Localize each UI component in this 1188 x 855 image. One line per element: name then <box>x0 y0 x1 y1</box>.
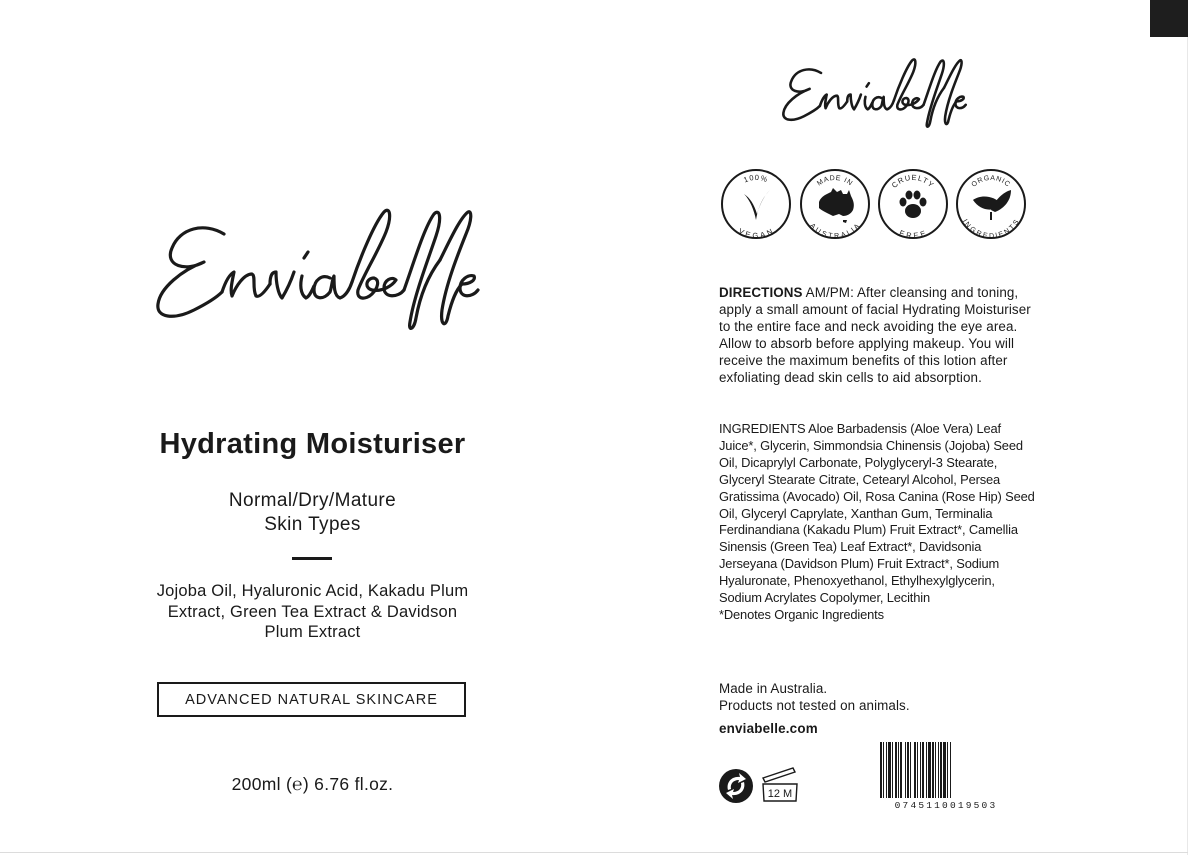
svg-text:100% <box>742 173 769 185</box>
divider <box>292 557 332 560</box>
barcode-bar <box>914 742 916 806</box>
brand-logo-small <box>780 53 968 131</box>
website: enviabelle.com <box>719 721 818 736</box>
ingredients-list: INGREDIENTS Aloe Barbadensis (Aloe Vera) Leaf Juice*, Glycerin, Simmondsia Chinensis (Jojoba) Seed Oil, Dicaprylyl Carbonate, Polyglyceryl-3 Stearate, Glyceryl Stearate Citrate, Cetearyl Alcohol, Persea Gratissima (Avocado) Oil, Rosa Canina (Rose Hip) Seed Oil, Glyceryl Caprylate, Xanthan Gum, Terminalia Ferdinandiana (Kakadu Plum) Fruit Extract*, Camellia Sinensis (Green Tea) Leaf Extract*, Davidsonia Jerseyana (Davidson Plum) Fruit Extract*, Sodium Hyaluronate, Phenoxyethanol, Ethylhexylglycerin, Sodium Acrylates Copolymer, Lecithin <box>719 421 1035 606</box>
barcode-bar <box>940 742 942 806</box>
corner-block <box>1150 0 1188 37</box>
barcode-bar <box>932 742 934 806</box>
barcode-bar <box>938 742 939 806</box>
organic-bottom-text: INGREDIENTS <box>960 218 1021 240</box>
barcode-bar <box>905 742 906 806</box>
pao-label: 12 M <box>767 788 793 800</box>
product-name: Hydrating Moisturiser <box>159 428 466 460</box>
barcode-bar <box>886 742 887 806</box>
barcode-bar <box>947 742 948 806</box>
svg-text:AUSTRALIA <box>808 222 861 240</box>
barcode-bar <box>920 742 921 806</box>
australia-bottom-text: AUSTRALIA <box>808 222 862 240</box>
barcode-bar <box>907 742 909 806</box>
barcode-bar <box>892 742 893 806</box>
barcode-bar <box>935 742 936 806</box>
barcode-number: 0745110019503 <box>894 800 998 811</box>
skin-types-line1: Normal/Dry/Mature <box>228 490 397 511</box>
barcode-bar <box>883 742 884 806</box>
barcode-bar <box>898 742 899 806</box>
barcode-bar <box>900 742 902 806</box>
cruelty-top-text: CRUELTY <box>889 172 937 190</box>
origin-info <box>719 680 1019 714</box>
svg-text:CRUELTY <box>890 173 936 190</box>
green-dot-recycle-icon <box>718 768 754 804</box>
bottom-border <box>0 852 1188 853</box>
svg-text:INGREDIENTS <box>961 218 1021 240</box>
open-jar-icon <box>759 766 801 804</box>
cruelty-bottom-text: FREE <box>898 228 928 240</box>
barcode-bar <box>950 742 951 806</box>
leaf-icon <box>955 168 1027 240</box>
ingredients-note: *Denotes Organic Ingredients <box>719 606 884 622</box>
organic-top-text: ORGANIC <box>970 174 1012 189</box>
skin-types-line2: Skin Types <box>264 514 361 535</box>
volume: 200ml (℮) 6.76 fl.oz. <box>231 774 394 794</box>
ingredients <box>719 421 1039 624</box>
svg-text:MADE IN <box>816 175 854 188</box>
barcode-bar <box>910 742 911 806</box>
directions <box>719 285 1034 386</box>
brand-logo-large <box>152 200 482 335</box>
svg-text:ORGANIC <box>971 175 1012 189</box>
tagline-box <box>157 682 466 717</box>
australia-map-icon <box>799 168 871 240</box>
directions-text: AM/PM: After cleansing and toning, apply a small amount of facial Hydrating Moisturiser to the entire face and neck avoiding the eye area. Allow to absorb before applying makeup. You will receive the maximum benefits of this lotion after exfoliating dead skin cells to aid absorption. <box>719 285 1031 385</box>
vegan-bottom-text: VEGAN <box>736 226 776 240</box>
directions-heading: DIRECTIONS <box>719 285 803 300</box>
barcode-bar <box>880 742 882 806</box>
key-ingredients: Jojoba Oil, Hyaluronic Acid, Kakadu Plum Extract, Green Tea Extract & Davidson Plum Extract <box>156 582 469 641</box>
barcode-bar <box>917 742 918 806</box>
skin-types <box>110 489 515 537</box>
barcode-bar <box>888 742 891 806</box>
barcode-bar <box>922 742 924 806</box>
australia-top-text: MADE IN <box>816 174 854 188</box>
barcode-bar <box>926 742 927 806</box>
paw-icon <box>877 168 949 240</box>
made-in: Made in Australia. <box>719 681 828 696</box>
svg-text:VEGAN <box>737 226 775 240</box>
barcode-bar <box>943 742 946 806</box>
certification-icons <box>720 168 1030 242</box>
barcode-bar <box>928 742 931 806</box>
vegan-icon <box>720 168 792 240</box>
vegan-top-text: 100% <box>742 172 770 185</box>
tagline: ADVANCED NATURAL SKINCARE <box>185 691 438 708</box>
barcode <box>878 742 1014 812</box>
barcode-bar <box>895 742 897 806</box>
not-tested: Products not tested on animals. <box>719 698 910 713</box>
